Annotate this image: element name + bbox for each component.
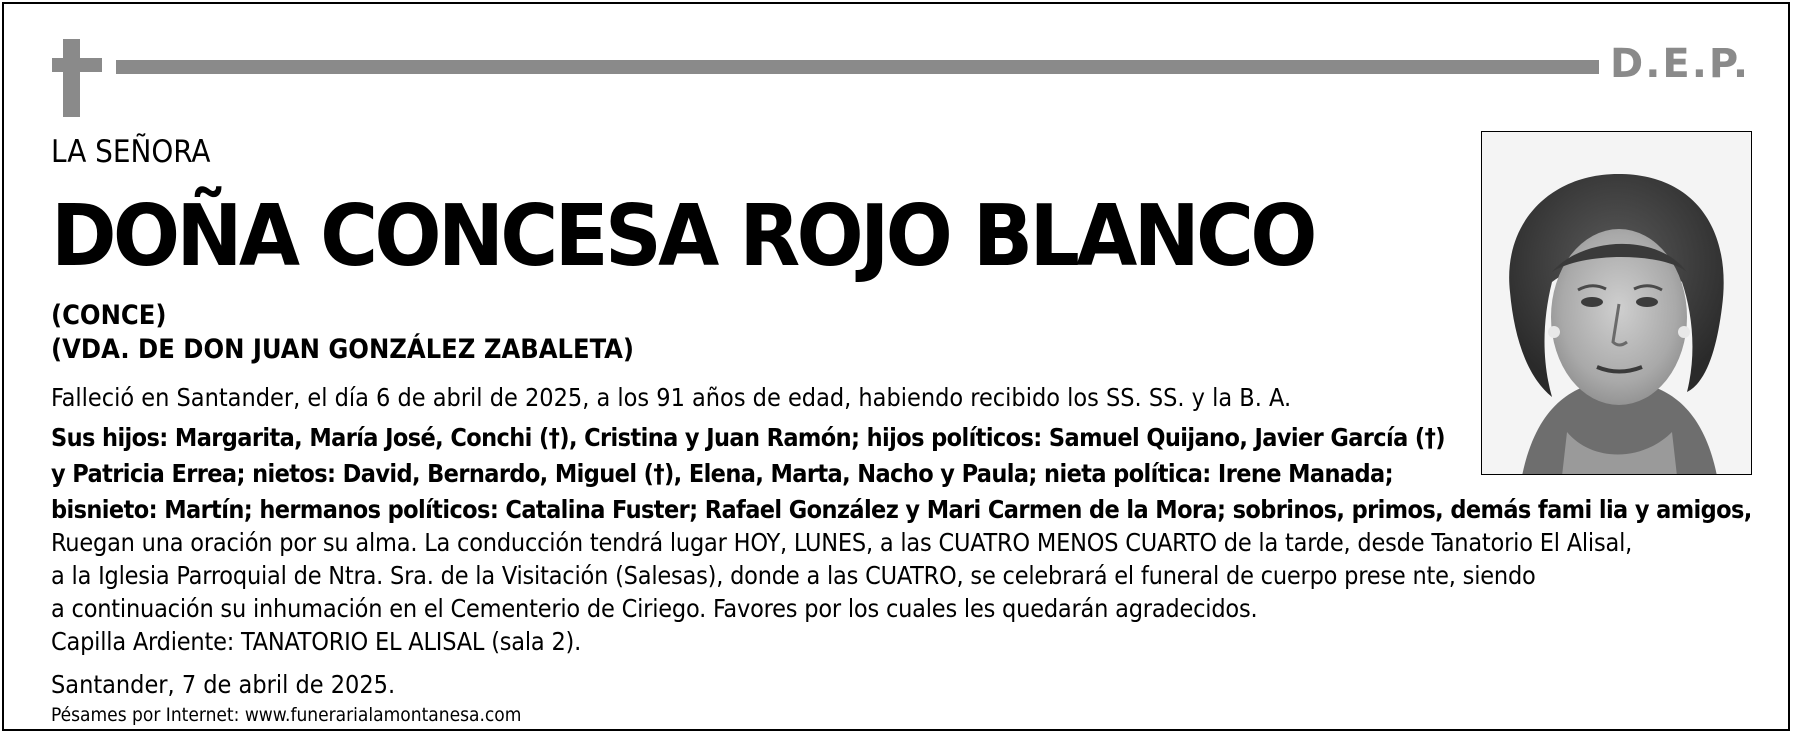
deceased-nickname: (CONCE)	[51, 300, 167, 331]
obituary-card	[2, 2, 1790, 731]
deceased-name: DOÑA CONCESA ROJO BLANCO	[51, 187, 1314, 286]
funeral-line: Ruegan una oración por su alma. La conducción tendrá lugar HOY, LUNES, a las CUATRO MENOS CUARTO de la tarde, desde Tanatorio El Alisal,	[51, 528, 1633, 557]
funeral-line: a continuación su inhumación en el Cementerio de Ciriego. Favores por los cuales les quedarán agradecidos.	[51, 594, 1258, 623]
portrait-photo	[1481, 131, 1752, 475]
place-date: Santander, 7 de abril de 2025.	[51, 670, 396, 699]
header-rule	[116, 60, 1599, 74]
widow-of: (VDA. DE DON JUAN GONZÁLEZ ZABALETA)	[51, 334, 635, 365]
dep-label: D.E.P.	[1610, 41, 1751, 87]
funeral-details	[51, 526, 1632, 658]
family-line: Sus hijos: Margarita, María José, Conchi (†), Cristina y Juan Ramón; hijos políticos: Samuel Quijano, Javier García (†)	[51, 423, 1445, 452]
title-intro: LA SEÑORA	[51, 134, 211, 170]
family-line: y Patricia Errea; nietos: David, Bernardo, Miguel (†), Elena, Marta, Nacho y Paula; nieta política: Irene Manada;	[51, 459, 1393, 488]
family-line: bisnieto: Martín; hermanos políticos: Catalina Fuster; Rafael González y Mari Carmen de la Mora; sobrinos, primos, demás fami lia y amigos,	[51, 495, 1752, 524]
funeral-line: a la Iglesia Parroquial de Ntra. Sra. de la Visitación (Salesas), donde a las CUATRO, se celebrará el funeral de cuerpo prese nte, siendo	[51, 561, 1536, 590]
condolences-link: Pésames por Internet: www.funerarialamontanesa.com	[51, 704, 522, 726]
death-notice: Falleció en Santander, el día 6 de abril de 2025, a los 91 años de edad, habiendo recibido los SS. SS. y la B. A.	[51, 383, 1292, 412]
funeral-line: Capilla Ardiente: TANATORIO EL ALISAL (sala 2).	[51, 627, 582, 656]
